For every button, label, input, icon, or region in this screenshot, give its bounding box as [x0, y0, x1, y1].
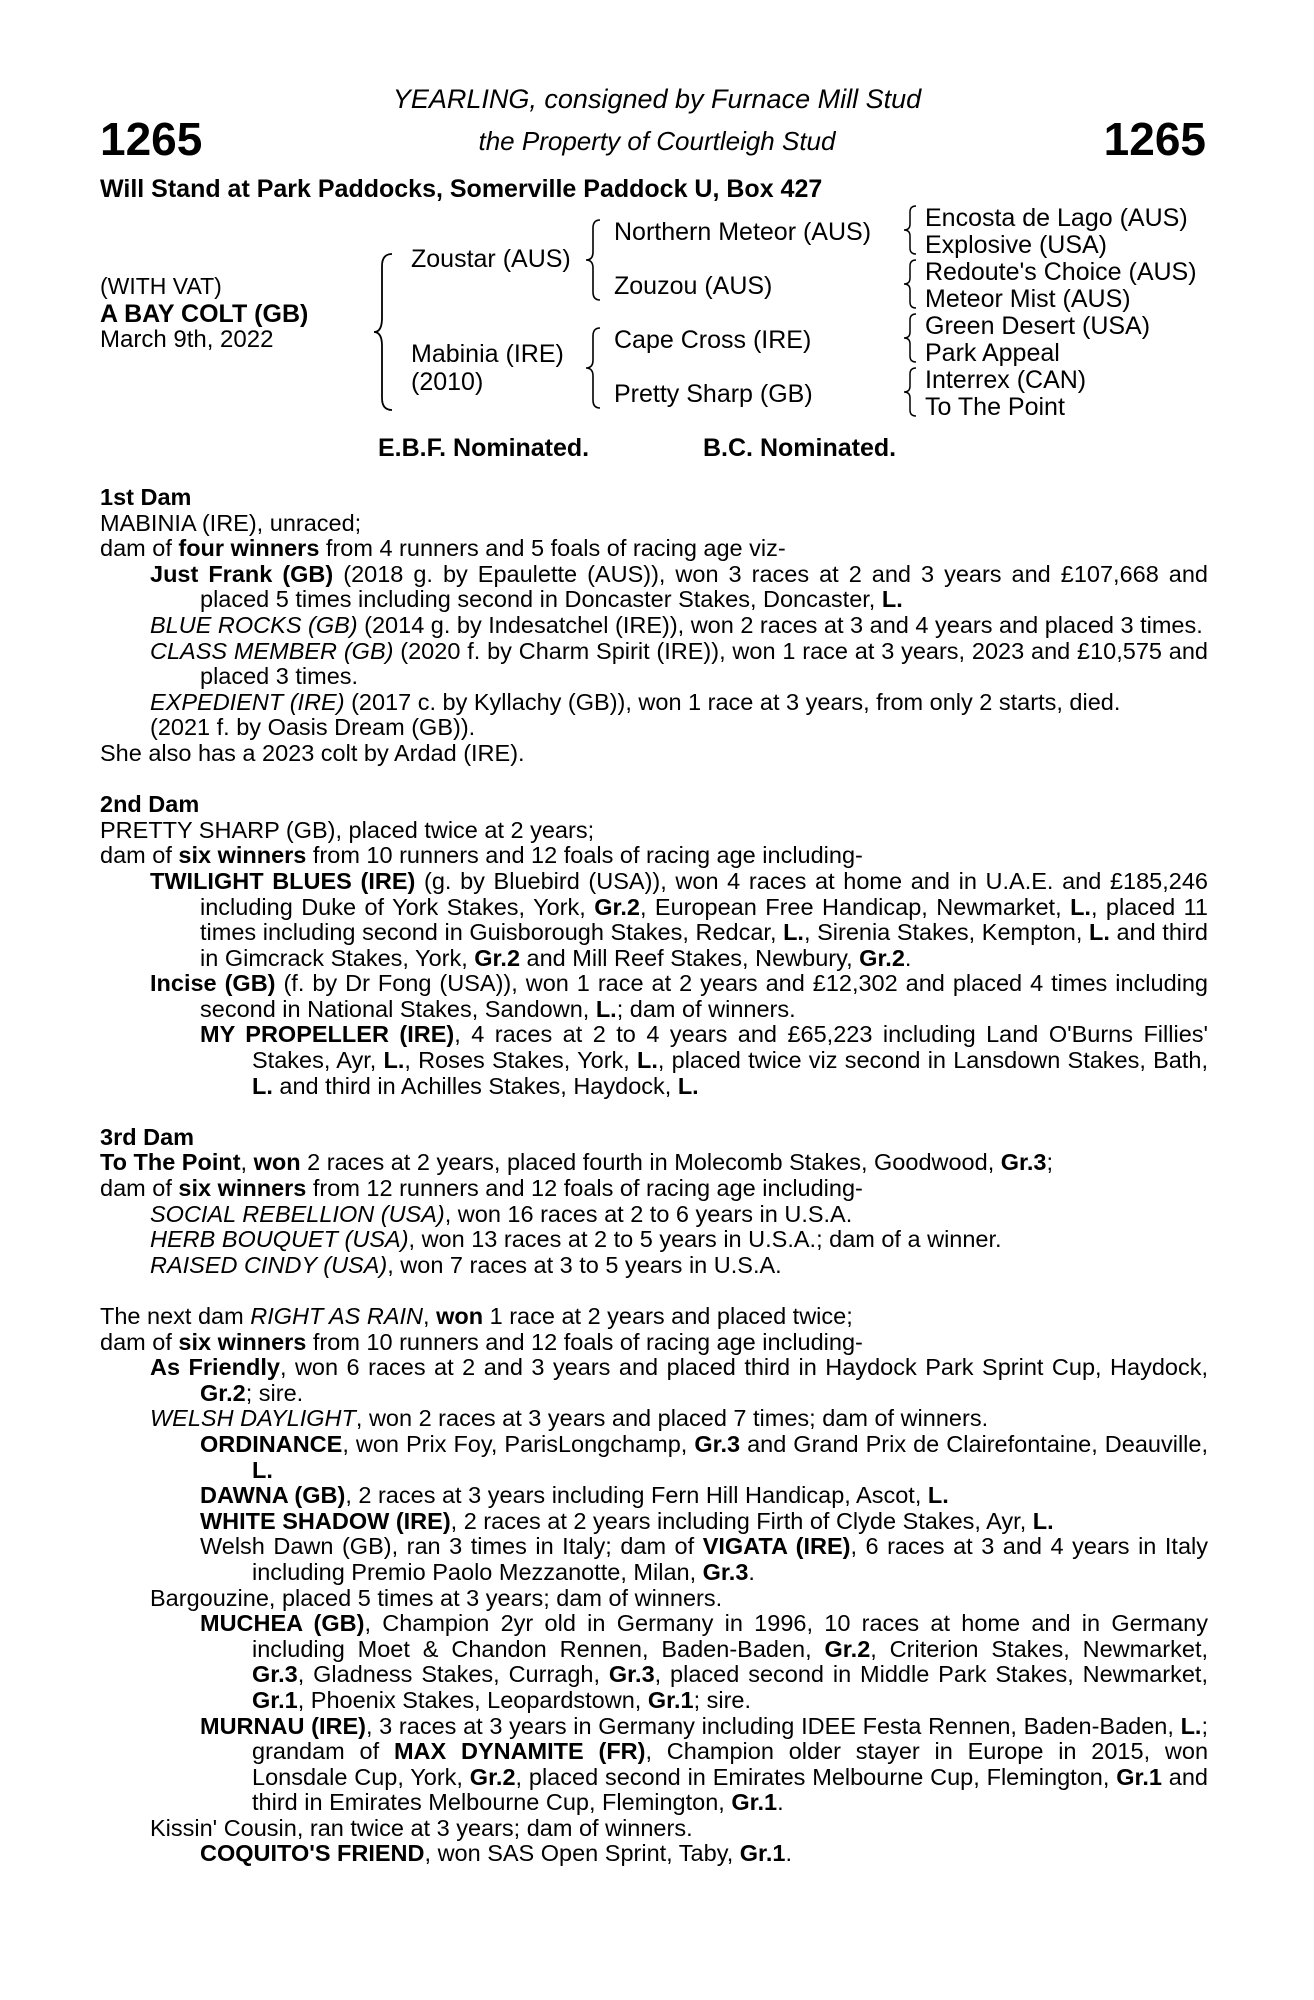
ggp-8: To The Point	[925, 393, 1065, 421]
produce-bargouzine: Bargouzine, placed 5 times at 3 years; dam of winners.	[150, 1584, 723, 1611]
produce-as-friendly: As Friendly, won 6 races at 2 and 3 years and placed third in Haydock Park Sprint Cup, Haydock, Gr.2; sire.	[150, 1354, 1208, 1406]
produce-expedient: EXPEDIENT (IRE) (2017 c. by Kyllachy (GB)), won 1 race at 3 years, from only 2 starts, died.	[150, 688, 1121, 715]
pedigree-brace-g4	[902, 366, 920, 418]
sire-dam: Zouzou (AUS)	[614, 272, 773, 300]
first-dam-line: MABINIA (IRE), unraced;	[100, 509, 362, 536]
consignment-line-2: the Property of Courtleigh Stud	[478, 126, 836, 156]
ggp-6: Park Appeal	[925, 339, 1060, 367]
first-dam-also: She also has a 2023 colt by Ardad (IRE).	[100, 739, 525, 766]
produce-herb-bouquet: HERB BOUQUET (USA), won 13 races at 2 to 5 years in U.S.A.; dam of a winner.	[150, 1226, 1002, 1253]
pedigree-brace-sire	[584, 218, 604, 302]
stand-location: Will Stand at Park Paddocks, Somerville Paddock U, Box 427	[100, 175, 823, 203]
lot-number-left: 1265	[100, 113, 203, 165]
produce-social-rebellion: SOCIAL REBELLION (USA), won 16 races at 2 to 6 years in U.S.A.	[150, 1200, 853, 1227]
produce-kissin-cousin: Kissin' Cousin, ran twice at 3 years; dam of winners.	[150, 1814, 693, 1841]
produce-just-frank: Just Frank (GB) (2018 g. by Epaulette (AUS)), won 3 races at 2 and 3 years and £107,668 and placed 5 times including second in Doncaster Stakes, Doncaster, L.	[150, 560, 1208, 613]
pedigree-brace-dam	[584, 326, 604, 410]
ebf-nomination: E.B.F. Nominated.	[378, 434, 590, 462]
produce-record	[100, 485, 1208, 1867]
produce-dawna: DAWNA (GB), 2 races at 3 years including Fern Hill Handicap, Ascot, L.	[200, 1482, 949, 1509]
ggp-2: Explosive (USA)	[925, 231, 1107, 259]
horse-name: A BAY COLT (GB)	[100, 300, 309, 328]
pedigree-brace-g1	[902, 204, 920, 256]
ggp-1: Encosta de Lago (AUS)	[925, 204, 1188, 232]
produce-2021-filly: (2021 f. by Oasis Dream (GB)).	[150, 714, 476, 741]
pedigree-brace-main	[372, 252, 398, 412]
produce-murnau: MURNAU (IRE), 3 races at 3 years in Germany including IDEE Festa Rennen, Baden-Baden, L.; grandam of MAX DYNAMITE (FR), Champion older stayer in Europe in 2015, won Lonsdale Cup, York, Gr.2, placed second in Emirates Melbourne Cup, Flemington, Gr.1 and third in Emirates Melbourne Cup, Flemington, Gr.1.	[200, 1712, 1209, 1816]
third-dam-produce-summary: dam of six winners from 12 runners and 12 foals of racing age including-	[100, 1175, 863, 1202]
lot-number-right: 1265	[1103, 113, 1206, 165]
bc-nomination: B.C. Nominated.	[703, 434, 897, 462]
consignment-line-1: YEARLING, consigned by Furnace Mill Stud	[392, 84, 922, 114]
produce-blue-rocks: BLUE ROCKS (GB) (2014 g. by Indesatchel (IRE)), won 2 races at 3 and 4 years and placed 3 times.	[150, 611, 1203, 638]
pedigree-brace-g2	[902, 258, 920, 310]
dam-year: (2010)	[411, 368, 484, 396]
ggp-7: Interrex (CAN)	[925, 366, 1087, 394]
dam-name: Mabinia (IRE)	[411, 340, 564, 368]
foaling-date: March 9th, 2022	[100, 326, 274, 353]
produce-welsh-dawn: Welsh Dawn (GB), ran 3 times in Italy; dam of VIGATA (IRE), 6 races at 3 and 4 years in Italy including Premio Paolo Mezzanotte, Milan, Gr.3.	[200, 1533, 1208, 1585]
produce-incise: Incise (GB) (f. by Dr Fong (USA)), won 1 race at 2 years and £12,302 and placed 4 times including second in National Stakes, Sandown, L.; dam of winners.	[150, 970, 1208, 1022]
produce-muchea: MUCHEA (GB), Champion 2yr old in Germany in 1996, 10 races at home and in Germany including Moet & Chandon Rennen, Baden-Baden, Gr.2, Criterion Stakes, Newmarket, Gr.3, Gladness Stakes, Curragh, Gr.3, placed second in Middle Park Stakes, Newmarket, Gr.1, Phoenix Stakes, Leopardstown, Gr.1; sire.	[200, 1610, 1208, 1713]
vat-label: (WITH VAT)	[100, 273, 222, 299]
third-dam-heading: 3rd Dam	[100, 1123, 195, 1150]
produce-my-propeller: MY PROPELLER (IRE), 4 races at 2 to 4 years and £65,223 including Land O'Burns Fillies' Stakes, Ayr, L., Roses Stakes, York, L., placed twice viz second in Lansdown Stakes, Bath, L. and third in Achilles Stakes, Haydock, L.	[200, 1021, 1209, 1099]
produce-white-shadow: WHITE SHADOW (IRE), 2 races at 2 years including Firth of Clyde Stakes, Ayr, L.	[200, 1507, 1054, 1534]
produce-twilight-blues: TWILIGHT BLUES (IRE) (g. by Bluebird (USA)), won 4 races at home and in U.A.E. and £185,246 including Duke of York Stakes, York, Gr.2, European Free Handicap, Newmarket, L., placed 11 times including second in Guisborough Stakes, Redcar, L., Sirenia Stakes, Kempton, L. and third in Gimcrack Stakes, York, Gr.2 and Mill Reef Stakes, Newbury, Gr.2.	[150, 867, 1209, 971]
sire-name: Zoustar (AUS)	[411, 245, 571, 273]
first-dam-heading: 1st Dam	[100, 484, 192, 510]
second-dam-heading: 2nd Dam	[100, 791, 200, 818]
produce-raised-cindy: RAISED CINDY (USA), won 7 races at 3 to 5 years in U.S.A.	[150, 1251, 782, 1278]
ggp-5: Green Desert (USA)	[925, 312, 1151, 340]
ggp-3: Redoute's Choice (AUS)	[925, 258, 1197, 286]
dam-sire: Cape Cross (IRE)	[614, 326, 812, 354]
produce-coquitos-friend: COQUITO'S FRIEND, won SAS Open Sprint, Taby, Gr.1.	[200, 1840, 793, 1867]
second-dam-produce-summary: dam of six winners from 10 runners and 12 foals of racing age including-	[100, 842, 863, 869]
produce-welsh-daylight: WELSH DAYLIGHT, won 2 races at 3 years and placed 7 times; dam of winners.	[150, 1405, 989, 1432]
next-dam-line: The next dam RIGHT AS RAIN, won 1 race at 2 years and placed twice;	[100, 1303, 853, 1329]
next-dam-produce-summary: dam of six winners from 10 runners and 12 foals of racing age including-	[100, 1328, 863, 1355]
sire-sire: Northern Meteor (AUS)	[614, 218, 872, 246]
third-dam-line: To The Point, won 2 races at 2 years, placed fourth in Molecomb Stakes, Goodwood, Gr.3;	[100, 1149, 1054, 1176]
first-dam-produce-summary: dam of four winners from 4 runners and 5 foals of racing age viz-	[100, 535, 786, 562]
produce-ordinance: ORDINANCE, won Prix Foy, ParisLongchamp, Gr.3 and Grand Prix de Clairefontaine, Deauville, L.	[200, 1430, 1208, 1483]
dam-dam: Pretty Sharp (GB)	[614, 380, 813, 408]
produce-class-member: CLASS MEMBER (GB) (2020 f. by Charm Spirit (IRE)), won 1 race at 3 years, 2023 and £10,575 and placed 3 times.	[150, 637, 1208, 690]
pedigree-brace-g3	[902, 312, 920, 364]
ggp-4: Meteor Mist (AUS)	[925, 285, 1131, 313]
second-dam-line: PRETTY SHARP (GB), placed twice at 2 years;	[100, 816, 595, 843]
